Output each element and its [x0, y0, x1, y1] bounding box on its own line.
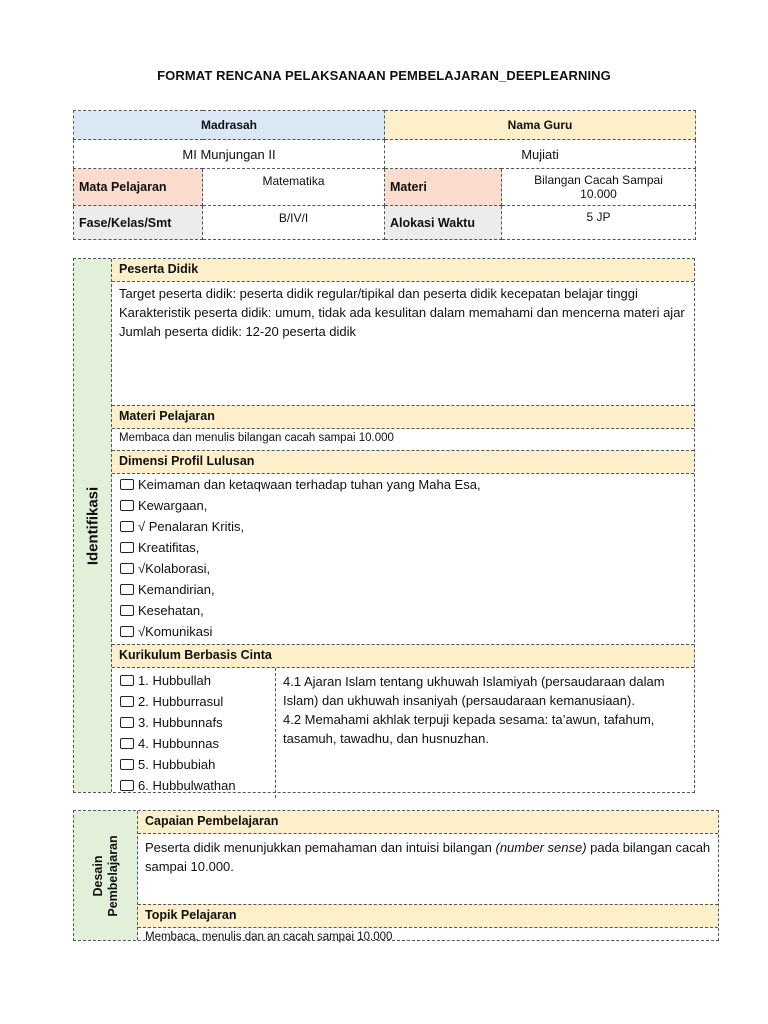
checkbox-icon[interactable] — [120, 479, 134, 490]
peserta-body — [112, 282, 694, 405]
identifikasi-label: Identifikasi — [84, 486, 101, 565]
kbc-title: Kurikulum Berbasis Cinta — [112, 644, 694, 668]
list-item[interactable]: √Kolaborasi, — [112, 558, 694, 579]
checkbox-icon[interactable] — [120, 675, 134, 686]
checkbox-icon[interactable] — [120, 717, 134, 728]
document-title: FORMAT RENCANA PELAKSANAAN PEMBELAJARAN_DEEPLEARNING — [157, 68, 611, 83]
checkbox-icon[interactable] — [120, 542, 134, 553]
list-item[interactable]: 5. Hubbubiah — [112, 754, 275, 775]
kbc-description — [276, 668, 694, 748]
capaian-text: Peserta didik menunjukkan pemahaman dan intuisi bilangan (number sense) pada bilangan cacah sampai 10.000. — [145, 840, 711, 874]
kbc-desc-2: 4.2 Memahami akhlak terpuji kepada sesama: ta’awun, tafahum, tasamuh, tawadhu, dan husnuzhan. — [283, 712, 655, 746]
peserta-line: Target peserta didik: peserta didik regular/tipikal dan peserta didik kecepatan belajar tinggi — [119, 286, 638, 301]
alokasi-value: 5 JP — [502, 206, 696, 240]
peserta-title: Peserta Didik — [112, 259, 694, 282]
materi-pelajaran-title: Materi Pelajaran — [112, 405, 694, 429]
fase-value: B/IV/I — [203, 206, 385, 240]
desain-section — [73, 810, 719, 941]
capaian-title: Capaian Pembelajaran — [138, 811, 718, 834]
checkbox-icon[interactable] — [120, 521, 134, 532]
madrasah-value: MI Munjungan II — [74, 140, 385, 169]
checkbox-icon[interactable] — [120, 696, 134, 707]
kbc-list — [112, 668, 276, 798]
fase-label: Fase/Kelas/Smt — [74, 206, 203, 240]
header-table — [73, 110, 696, 240]
checkbox-icon[interactable] — [120, 563, 134, 574]
desain-label-line-1: Desain — [90, 855, 105, 897]
list-item[interactable]: 6. Hubbulwathan — [112, 775, 275, 796]
desain-sidebar — [74, 811, 138, 940]
list-item[interactable]: 1. Hubbullah — [112, 670, 275, 691]
list-item[interactable]: Kesehatan, — [112, 600, 694, 621]
desain-content — [138, 811, 718, 946]
mapel-value: Matematika — [203, 169, 385, 206]
topik-text: Membaca, menulis dan an cacah sampai 10.000 — [145, 931, 393, 943]
peserta-line: Karakteristik peserta didik: umum, tidak ada kesulitan dalam memahami dan mencerna materi ajar — [119, 305, 685, 320]
list-item[interactable]: √Komunikasi — [112, 621, 694, 642]
checkbox-icon[interactable] — [120, 738, 134, 749]
list-item[interactable]: 3. Hubbunnafs — [112, 712, 275, 733]
checkbox-icon[interactable] — [120, 759, 134, 770]
list-item[interactable]: Keimaman dan ketaqwaan terhadap tuhan yang Maha Esa, — [112, 474, 694, 495]
materi-pelajaran-text: Membaca dan menulis bilangan cacah sampai 10.000 — [119, 432, 394, 444]
checkbox-icon[interactable] — [120, 584, 134, 595]
checkbox-icon[interactable] — [120, 500, 134, 511]
list-item[interactable]: 4. Hubbunnas — [112, 733, 275, 754]
guru-label: Nama Guru — [385, 111, 696, 140]
alokasi-label: Alokasi Waktu — [385, 206, 502, 240]
materi-value: Bilangan Cacah Sampai 10.000 — [502, 169, 696, 206]
identifikasi-sidebar — [74, 259, 112, 792]
peserta-line: Jumlah peserta didik: 12-20 peserta didik — [119, 324, 357, 339]
list-item[interactable]: Kemandirian, — [112, 579, 694, 600]
kbc-body — [112, 668, 694, 798]
materi-label: Materi — [385, 169, 502, 206]
checkbox-icon[interactable] — [120, 605, 134, 616]
dimensi-title: Dimensi Profil Lulusan — [112, 450, 694, 474]
list-item[interactable]: √ Penalaran Kritis, — [112, 516, 694, 537]
identifikasi-section — [73, 258, 695, 793]
dimensi-list — [112, 474, 694, 644]
list-item[interactable]: Kreatifitas, — [112, 537, 694, 558]
checkbox-icon[interactable] — [120, 780, 134, 791]
madrasah-label: Madrasah — [74, 111, 385, 140]
guru-value: Mujiati — [385, 140, 696, 169]
mapel-label: Mata Pelajaran — [74, 169, 203, 206]
kbc-desc-1: 4.1 Ajaran Islam tentang ukhuwah Islamiyah (persaudaraan dalam Islam) dan ukhuwah insaniyah (persaudaraan kemanusiaan). — [283, 674, 665, 708]
desain-label — [91, 835, 121, 916]
list-item[interactable]: 2. Hubburrasul — [112, 691, 275, 712]
desain-label-line-2: Pembelajaran — [105, 834, 120, 917]
checkbox-icon[interactable] — [120, 626, 134, 637]
identifikasi-content — [112, 259, 694, 798]
topik-title: Topik Pelajaran — [138, 904, 718, 928]
list-item[interactable]: Kewargaan, — [112, 495, 694, 516]
